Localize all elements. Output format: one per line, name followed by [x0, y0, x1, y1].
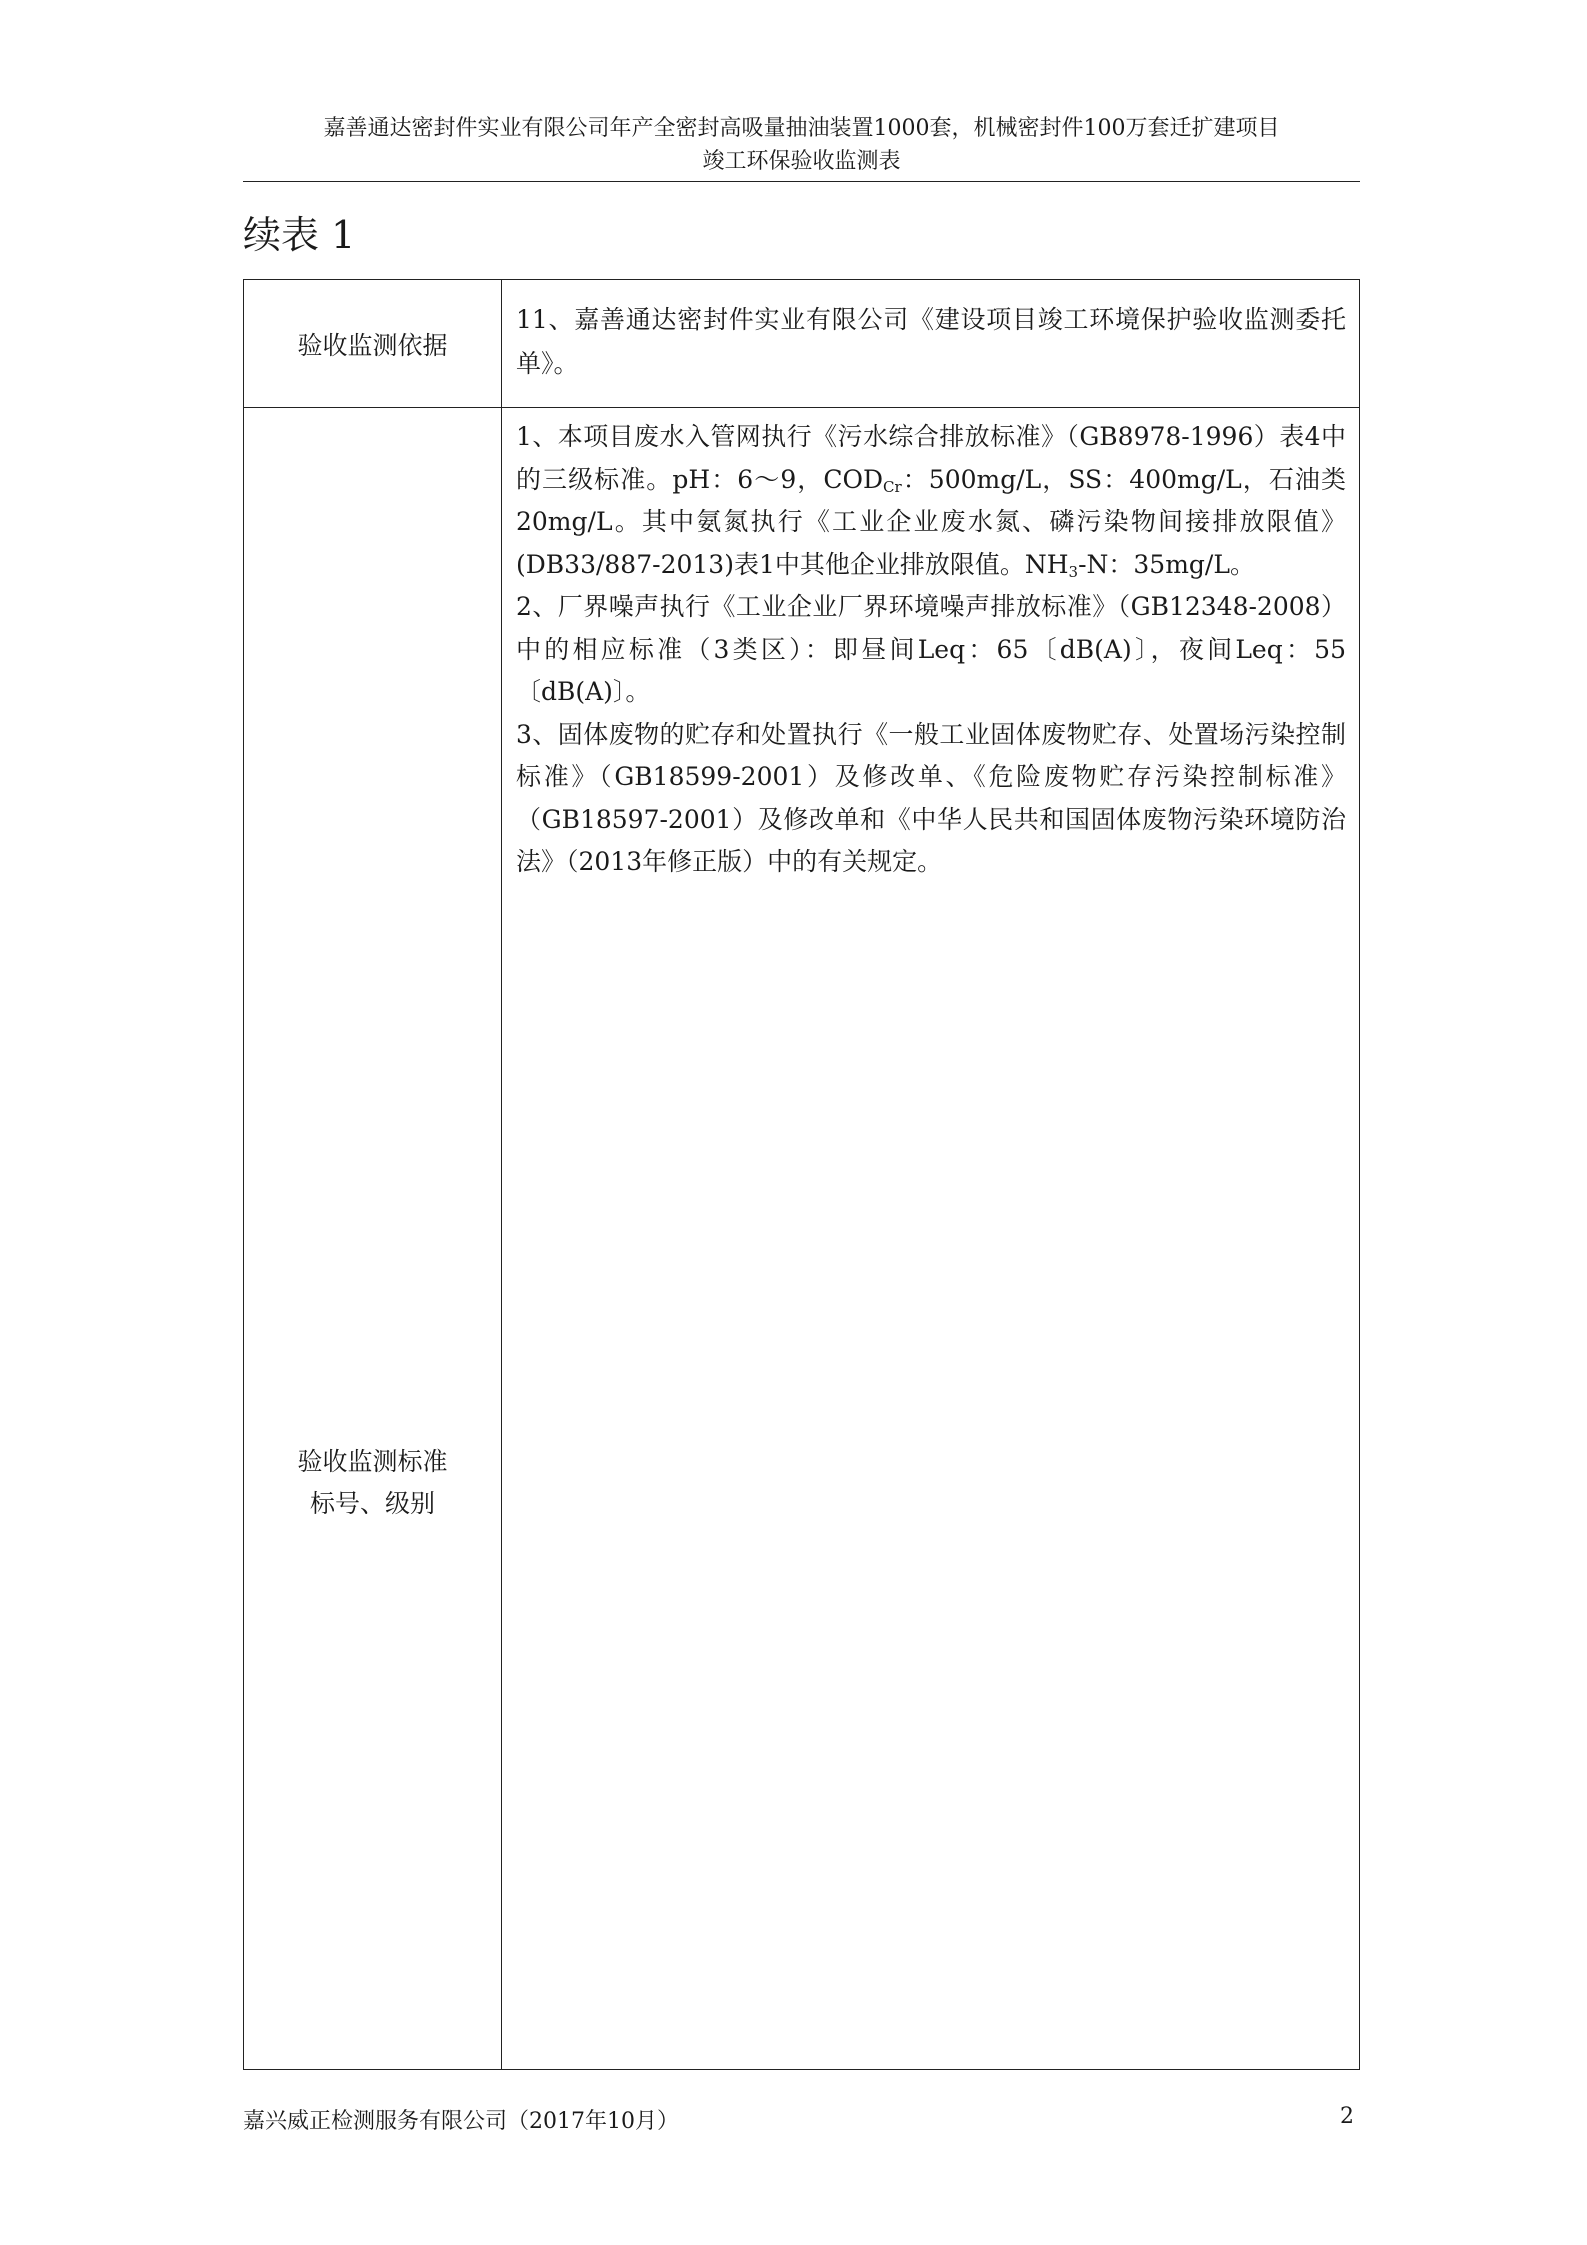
column-divider: [501, 280, 502, 2069]
monitoring-table: [243, 279, 1360, 2070]
row2-label-line1: 验收监测标准: [297, 1447, 448, 1476]
header-title-line1: 嘉善通达密封件实业有限公司年产全密封高吸量抽油装置1000套，机械密封件100万套迁扩建项目: [323, 116, 1280, 141]
standard-item-noise: 2、厂界噪声执行《工业企业厂界环境噪声排放标准》（GB12348-2008）中的相应标准（3类区）：即昼间Leq：65〔dB(A)〕，夜间Leq：55〔dB(A)〕。: [516, 592, 1346, 706]
row-divider: [244, 407, 1359, 408]
row1-label: 验收监测依据: [297, 330, 448, 360]
standard-item-wastewater: 1、本项目废水入管网执行《污水综合排放标准》（GB8978-1996）表4中的三级标准。pH：6～9，$COD_{Cr}$：500mg/L，SS：400mg/L，石油类20mg/L。其中氨氮执行《工业企业废水氮、磷污染物间接排放限值》(DB33/887-2013)表1中其他企业排放限值。$NH_3-N$：35mg/L。: [516, 422, 1346, 581]
page-number: 2: [1340, 2104, 1354, 2129]
section-title: 续表 1: [243, 213, 356, 257]
document-header: [243, 112, 1360, 178]
row2-content: [516, 416, 1346, 884]
header-title-line2: 竣工环保验收监测表: [702, 149, 901, 174]
row1-content: 11、嘉善通达密封件实业有限公司《建设项目竣工环境保护验收监测委托单》。: [516, 305, 1346, 378]
standard-item-solid-waste: 3、固体废物的贮存和处置执行《一般工业固体废物贮存、处置场污染控制标准》（GB18599-2001）及修改单、《危险废物贮存污染控制标准》（GB18597-2001）及修改单和《中华人民共和国固体废物污染环境防治法》（2013年修正版）中的有关规定。: [516, 719, 1346, 876]
row2-label-line2: 标号、级别: [309, 1489, 435, 1518]
footer-company: 嘉兴威正检测服务有限公司（2017年10月）: [243, 2109, 679, 2134]
row2-label: [244, 1441, 501, 1525]
header-rule: [243, 181, 1360, 182]
